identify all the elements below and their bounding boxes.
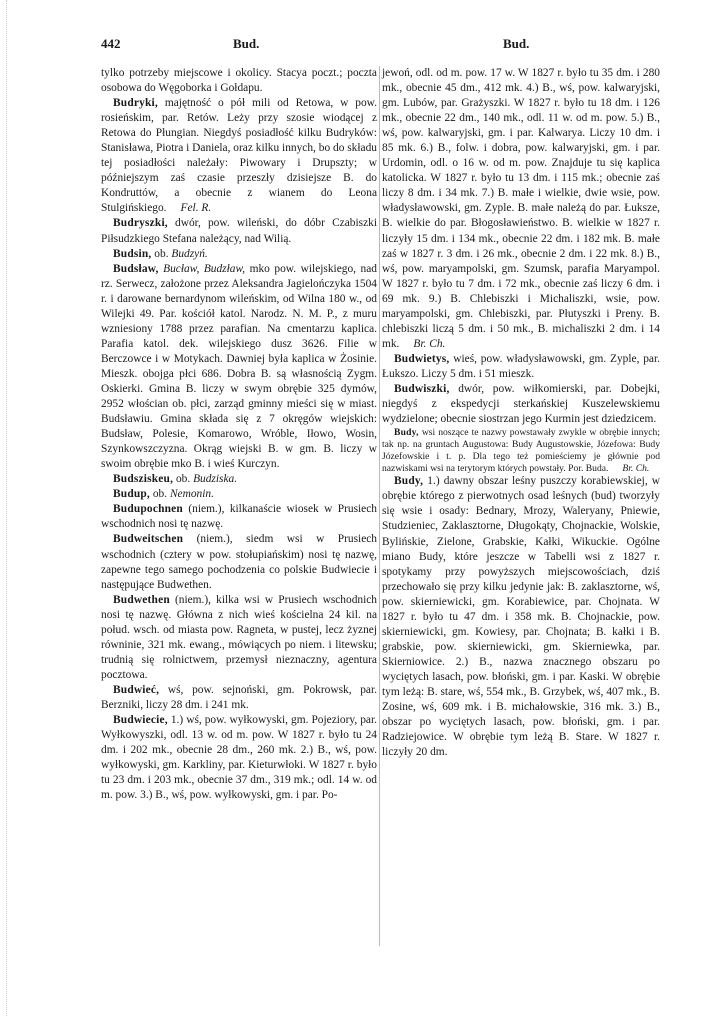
right-running-headword: Bud. [503,36,530,51]
entry-body: dwór, pow. wiłkomierski, par. Dobejki, niegdyś z ekspedycji sterkańskiej Kuszelewskiemu wydzielone; obecnie siostrzan jego Kurmin jest dziedzicem. [382,382,660,426]
entry-headword: Budupochnen [113,503,183,516]
entry-body: (niem.), kilkanaście wiosek w Prusiech wschodnich nosi tę nazwę. [101,503,377,531]
entry-body: mko pow. wilejskiego, nad rz. Serwecz, założone przez Aleksandra Jagielończyka 1504 r. i darowane bernardynom wileńskim, od Wilna 180 w., od Wilejki 49. Par. kościół katol. Narodz. N. M. P., z muru wzniesiony 1788 przez parafian. Na cmentarzu kaplica. Parafia katol. dek. wilejskiego dusz 3626. Filie w Berczowce i w Motykach. Dawniej była kaplica w Żosinie. Mieszk. obojga płci 686. Dobra B. są własnością Zygm. Oskierki. Gmina B. liczy w swym obrębie 325 dymów, 2952 włościan ob. płci, zarząd gminny mieści się w miast. Budsławiu. Gmina składa się z 7 okręgów wiejskich: Budsław, Polesie, Komarowo, Wróble, Iłowo, Wosin, Szynkowszczyzna. Okrąg wiejski B. w gm. B. liczy w swoim obrębie mko B. i wieś Kurczyn. [101,262,377,471]
entry-headword: Budwietys, [394,352,450,365]
entry-body: majętność o pół mili od Retowa, w pow. rosieńskim, par. Retów. Leży przy szosie wiodącej z Retowa do Płungian. Niegdyś posiadłość kilku Budryków: Stanisława, Piotra i Daniela, oraz kilku innych, bo do składu tej posiadłości należały: Piwowary i Drupszty; w późniejszym zaś czasie przeszły dzisiejsze B. do Kondruttów, a obecnie z wianem do Leona Stulgińskiego. [101,97,377,215]
entry-body: tylko potrzeby miejscowe i okolicy. Stacya poczt.; poczta osobowa do Węgoborka i Gołdapu. [101,67,377,95]
dictionary-entry [101,683,377,713]
column-divider [379,66,380,946]
dictionary-entry [101,487,377,502]
entry-body: dwór, pow. wileński, do dóbr Czabiszki Piłsudzkiego Stefana należący, nad Wilią. [101,217,377,245]
entry-body: ob. [151,247,172,260]
entry-headword: Budwieć, [113,683,160,696]
continued-paragraph [382,66,660,352]
page-edge [6,0,8,1016]
right-text-column [382,66,660,760]
entry-body: 1.) wś, pow. wyłkowyski, gm. Pojeziory, par. Wyłkowyszki, odl. 13 w. od m. pow. W 1827 r. było tu 24 dm. i 202 mk., obecnie 28 dm., 260 mk. 2.) B., wś, pow. wyłkowyski, gm. Karkliny, par. Kieturwłoki. W 1827 r. było tu 23 dm. i 203 mk., obecnie 37 dm., 319 mk.; odl. 14 w. od m. pow. 3.) B., wś, pow. wyłkowyski, gm. i par. Po- [101,714,377,802]
running-header [0,36,720,56]
dictionary-entry [101,96,377,216]
entry-body: wś, pow. sejnoński, gm. Pokrowsk, par. Berzniki, liczy 28 dm. i 241 mk. [101,683,377,711]
entry-headword: Budup, [113,488,150,501]
entry-headword: Budsław, [113,262,159,275]
continued-paragraph [101,66,377,96]
entry-body: (niem.), kilka wsi w Prusiech wschodnich nosi tę nazwę. Główna z nich wieś kościelna 24 kil. na połud. wsch. od miasta pow. Ragneta, w pustej, lecz żyznej równinie, 321 mk. ewang., mówiących po niem. i litewsku; trudnią się rolnictwem, przemysł nieznaczny, agentura pocztowa. [101,593,377,681]
entry-body: wieś, pow. władysławowski, gm. Zyple, par. Łukszo. Liczy 5 dm. i 51 mieszk. [382,352,660,380]
entry-variant-names: Bucław, Budzław, [163,262,246,275]
entry-body: jewoń, odl. od m. pow. 17 w. W 1827 r. było tu 35 dm. i 280 mk., obecnie 45 dm., 412 mk. 4.) B., wś, pow. kalwaryjski, gm. Lubów, par. Grażyszki. W 1827 r. było tu 18 dm. i 126 mk., obecnie 22 dm., 140 mk., odl. 11 w. od m. pow. 5.) B., wś, pow. kalwaryjski, gm. i par. Kalwarya. Liczy 10 dm. i 85 mk. 6.) B., folw. i dobra, pow. kalwaryjski, gm. i par. Urdomin, odl. o 16 w. od m. pow. Znajduje tu się kaplica katolicka. W 1827 r. było tu 13 dm. i 115 mk.; obecnie zaś liczy 8 dm. i 34 mk. 7.) B. małe i wielkie, dwie wsie, pow. władysławowski, gm. Zyple. B. małe należą do par. Łuksze, B. wielkie do par. Błogosławieństwo. B. wielkie w 1827 r. liczyły 15 dm. i 134 mk., obecnie 22 dm. i 182 mk. B. małe zaś w 1827 r. 3 dm. i 26 mk., obecnie 2 dm. i 22 mk. 8.) B., wś, pow. maryampolski, gm. Szumsk, parafia Maryampol. W 1827 r. było tu 7 dm. i 72 mk., obecnie zaś liczy 6 dm. i 69 mk. 9.) B. Chlebiszki i Michaliszki, wsie, pow. maryampolski, gm. Chlebiszki, par. Płutyszki i Preny. B. chlebiszki liczą 5 dm. i 50 mk., B. michaliszki 2 dm. i 14 mk. [382,67,660,350]
author-signature: Br. Ch. [622,462,650,474]
entry-headword: Budwiecie, [113,714,168,727]
dictionary-entry [101,593,377,683]
entry-headword: Budwiszki, [394,382,450,395]
entry-body: 1.) dawny obszar leśny puszczy korabiewskiej, w obrębie którego z pierwotnych osad leśnych (bud) tworzyły się wsie i osady: Bednary, Mrozy, Waleryany, Pniewie, Studzieniec, Zaklasztorne, Długokąty, Chojnackie, Wolskie, Bylińskie, Zielone, Grabskie, Kałki, Wikuckie. Ogólne miano Budy, które jeszcze w Tabelli wsi z 1827 r. spotykamy przy powyższych miejscowościach, dziś przechowało się przy kilku jedynie jak: B. zaklasztorne, wś, pow. skierniewicki, gm. Korabiewice, par. Chojnata. W 1827 r. było tu 47 dm. i 358 mk. B. Chojnackie, pow. skierniewicki, gm. Kowiesy, par. Chojnata; B. kałki i B. grabskie, pow. skierniewicki, gm. Skierniewka, par. Skierniowice. 2.) B., nazwa znacznego obszaru po wyciętych lasach, pow. błoński, gm. i par. Kaski. W obrębie tym leżą: B. stare, wś, 554 mk., B. Grzybek, wś, 407 mk., B. Zosine, wś, 609 mk. i B. michałowskie, 316 mk. 3.) B., obszar po wyciętych lasach, pow. błoński, gm. i par. Radziejowice. W obrębie tym leżą B. Stare. W 1827 r. liczyły 20 dm. [382,475,660,759]
entry-headword: Budwethen [113,593,170,606]
entry-crossref: Nemonin. [169,488,214,501]
dictionary-entry [101,262,377,473]
entry-headword: Budsin, [113,247,152,260]
entry-body: ob. [150,488,170,501]
entry-headword: Budy, [394,475,424,488]
entry-crossref: Budzyń. [171,247,208,260]
entry-body: ob. [173,473,194,486]
author-signature: Br. Ch. [413,337,446,350]
entry-headword: Budweitschen [113,533,184,546]
dictionary-entry [382,352,660,382]
entry-headword: Budsziskeu, [113,473,174,486]
dictionary-entry [101,713,377,803]
entry-headword: Budy, [394,427,419,439]
left-running-headword: Bud. [233,36,260,51]
dictionary-entry [101,247,377,262]
entry-crossref: Budziska. [193,473,238,486]
left-text-column [101,66,377,803]
author-signature: Fel. R. [180,202,212,215]
dictionary-entry [382,382,660,427]
entry-body: (niem.), siedm wsi w Prusiech wschodnich (cztery w pow. stołupiańskim) nosi tę nazwę, zapewne tego samego pochodzenia co polskie Budwiecie i następujące Budwethen. [101,533,377,591]
dictionary-entry [101,472,377,487]
page-number: 442 [101,36,121,51]
dictionary-entry [382,474,660,760]
entry-body: wsi noszące te nazwy powstawały zwykle w obrębie innych; tak np. na gruntach Augustowa: Budy Augustowskie, Józefowa: Budy Józefowskie i t. p. Dla tego też pomieściemy je głównie pod nazwiskami wsi na terytorym których powstały. Por. Buda. [382,427,660,474]
dictionary-entry [101,216,377,246]
dictionary-entry [382,427,660,474]
entry-headword: Budryszki, [113,217,168,230]
dictionary-entry [101,532,377,592]
dictionary-entry [101,502,377,532]
entry-headword: Budryki, [113,97,158,110]
